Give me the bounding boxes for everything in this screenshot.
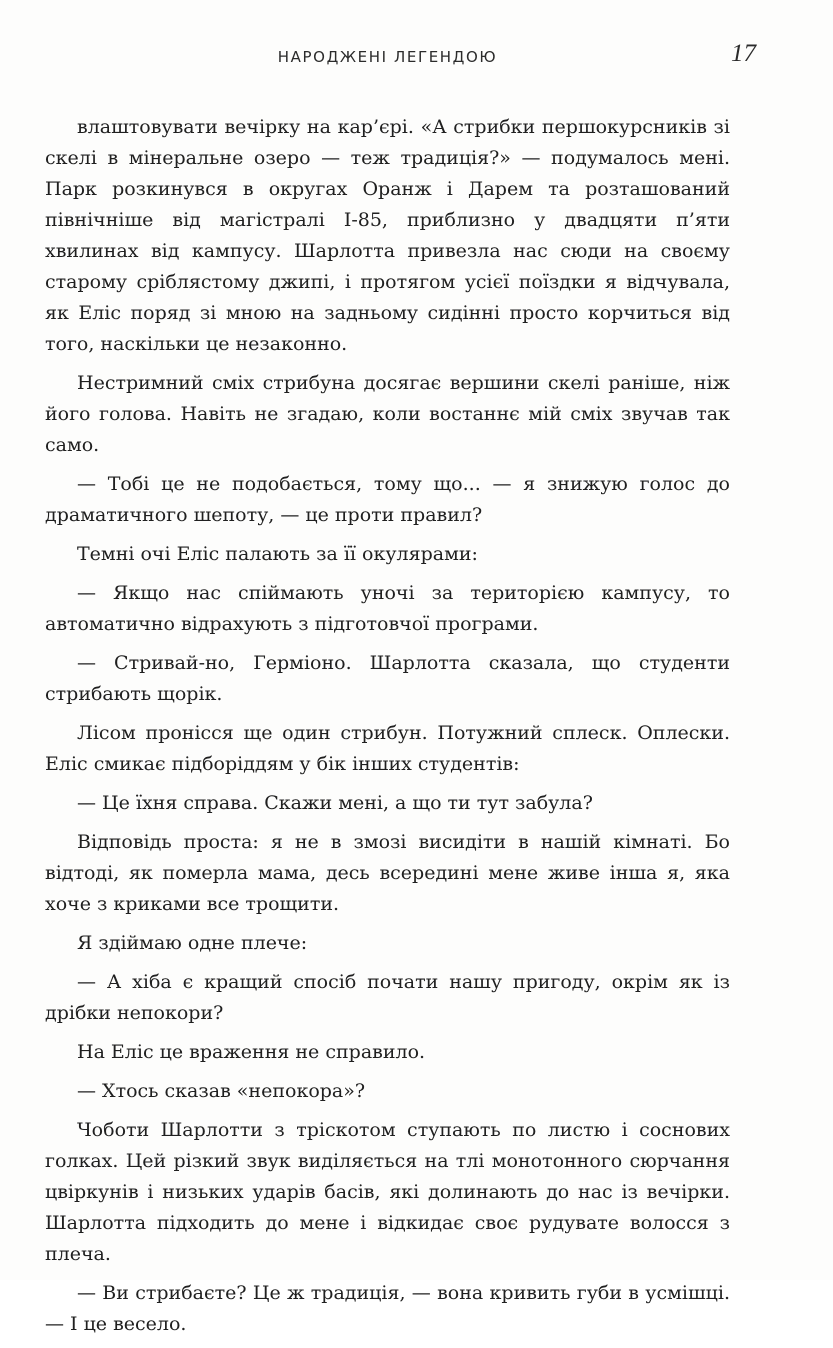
paragraph: Відповідь проста: я не в змозі висидіти в нашій кімнаті. Бо відтоді, як померла мама, десь всередині мене живе інша я, яка хоче з криками все трощити.	[45, 831, 730, 915]
paragraph: влаштовувати вечірку на кар’єрі. «А стрибки першокурсників зі скелі в мінеральне озеро — теж традиція?» — подумалось мені. Парк розкинувся в округах Оранж і Дарем та розташований північніше від магістралі I-85, приблизно у двадцяти п’яти хвилинах від кампусу. Шарлотта привезла нас сюди на своєму старому сріблястому джипі, і протягом усієї поїздки я відчувала, як Еліс поряд зі мною на задньому сидінні просто корчиться від того, наскільки це незаконно.	[45, 116, 730, 355]
dialogue-line: — Це їхня справа. Скажи мені, а що ти тут забула?	[77, 792, 593, 814]
paragraph: Я здіймаю одне плече:	[77, 932, 308, 954]
running-title: НАРОДЖЕНІ ЛЕГЕНДОЮ	[277, 48, 498, 66]
paragraph: Нестримний сміх стрибуна досягає вершини скелі раніше, ніж його голова. Навіть не згадаю, коли востаннє мій сміх звучав так само.	[45, 372, 730, 456]
dialogue-line: — Хтось сказав «непокора»?	[77, 1080, 366, 1102]
page-number: 17	[731, 40, 756, 67]
paragraph: Чоботи Шарлотти з тріскотом ступають по листю і соснових голках. Цей різкий звук виділяється на тлі монотонного сюрчання цвіркунів і низьких ударів басів, які долинають до нас із вечірки. Шарлотта підходить до мене і відкидає своє рудувате волосся з плеча.	[45, 1119, 730, 1265]
paragraph: На Еліс це враження не справило.	[77, 1041, 426, 1063]
running-header	[0, 40, 833, 80]
paragraph: Темні очі Еліс палають за її окулярами:	[77, 543, 478, 565]
dialogue-line: — Ви стрибаєте? Це ж традиція, — вона кривить губи в усмішці. — І це весело.	[45, 1282, 730, 1335]
dialogue-line: — Тобі це не подобається, тому що... — я знижую голос до драматичного шепоту, — це проти правил?	[45, 473, 730, 526]
dialogue-line: — Стривай-но, Герміоно. Шарлотта сказала, що студенти стрибають щорік.	[45, 652, 730, 705]
paragraph: Лісом пронісся ще один стрибун. Потужний сплеск. Оплески. Еліс смикає підборіддям у бік інших студентів:	[45, 722, 730, 775]
dialogue-line: — Якщо нас спіймають уночі за територією кампусу, то автоматично відрахують з підготовчої програми.	[45, 582, 730, 635]
dialogue-line: — А хіба є кращий спосіб почати нашу пригоду, окрім як із дрібки непокори?	[45, 971, 730, 1024]
text-body	[45, 112, 730, 1348]
